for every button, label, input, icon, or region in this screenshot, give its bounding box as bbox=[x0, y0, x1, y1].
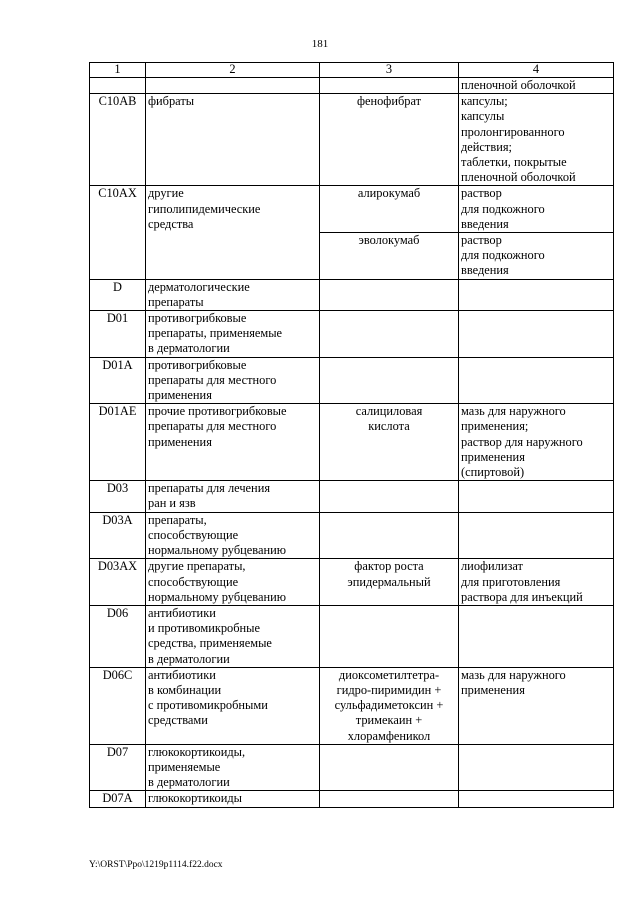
drug-name-cell: эволокумаб bbox=[320, 233, 459, 280]
table-row bbox=[90, 357, 614, 404]
group-name-cell: противогрибковые препараты, применяемые в дерматологии bbox=[146, 311, 320, 358]
table-row bbox=[90, 94, 614, 186]
drug-name-cell: алирокумаб bbox=[320, 186, 459, 233]
dosage-form-cell: пленочной оболочкой bbox=[459, 78, 614, 94]
atc-code-cell: D01A bbox=[90, 357, 146, 404]
dosage-form-cell: мазь для наружного применения; раствор для наружного применения (спиртовой) bbox=[459, 404, 614, 481]
table-row bbox=[90, 404, 614, 481]
group-name-cell: антибиотики и противомикробные средства, применяемые в дерматологии bbox=[146, 605, 320, 667]
drug-name-cell bbox=[320, 357, 459, 404]
group-name-cell: антибиотики в комбинации с противомикробными средствами bbox=[146, 667, 320, 744]
drug-name-cell bbox=[320, 744, 459, 791]
drug-name-cell bbox=[320, 512, 459, 559]
table-header-row bbox=[90, 63, 614, 78]
atc-code-cell: D07A bbox=[90, 791, 146, 807]
atc-code-cell: D03 bbox=[90, 481, 146, 512]
group-name-cell: препараты для лечения ран и язв bbox=[146, 481, 320, 512]
dosage-form-cell bbox=[459, 311, 614, 358]
atc-code-cell: D06 bbox=[90, 605, 146, 667]
group-name-cell: препараты, способствующие нормальному рубцеванию bbox=[146, 512, 320, 559]
atc-code-cell: D03A bbox=[90, 512, 146, 559]
dosage-form-cell bbox=[459, 357, 614, 404]
column-header-2: 2 bbox=[146, 63, 320, 78]
table-row bbox=[90, 559, 614, 606]
group-name-cell: глюкокортикоиды, применяемые в дерматологии bbox=[146, 744, 320, 791]
table-body bbox=[90, 78, 614, 808]
group-name-cell: прочие противогрибковые препараты для местного применения bbox=[146, 404, 320, 481]
drug-name-cell bbox=[320, 279, 459, 310]
atc-code-cell: C10AX bbox=[90, 186, 146, 279]
table-row bbox=[90, 186, 614, 233]
dosage-form-cell: мазь для наружного применения bbox=[459, 667, 614, 744]
drug-name-cell bbox=[320, 605, 459, 667]
dosage-form-cell bbox=[459, 279, 614, 310]
drug-name-cell bbox=[320, 78, 459, 94]
table-row bbox=[90, 311, 614, 358]
table-row bbox=[90, 605, 614, 667]
atc-code-cell: D01AE bbox=[90, 404, 146, 481]
group-name-cell: фибраты bbox=[146, 94, 320, 186]
column-header-3: 3 bbox=[320, 63, 459, 78]
drug-name-cell: диоксометилтетра- гидро-пиримидин + сульфадиметоксин + тримекаин + хлорамфеникол bbox=[320, 667, 459, 744]
dosage-form-cell: раствор для подкожного введения bbox=[459, 233, 614, 280]
drug-name-cell: фенофибрат bbox=[320, 94, 459, 186]
atc-code-cell: D03AX bbox=[90, 559, 146, 606]
atc-code-cell: D bbox=[90, 279, 146, 310]
drug-name-cell bbox=[320, 481, 459, 512]
dosage-form-cell bbox=[459, 605, 614, 667]
drug-classification-table bbox=[89, 62, 614, 808]
table-row bbox=[90, 481, 614, 512]
drug-name-cell bbox=[320, 311, 459, 358]
table-row bbox=[90, 744, 614, 791]
page-number: 181 bbox=[311, 38, 329, 50]
group-name-cell: другие гиполипидемические средства bbox=[146, 186, 320, 279]
atc-code-cell: C10AB bbox=[90, 94, 146, 186]
drug-name-cell bbox=[320, 791, 459, 807]
drug-name-cell: салициловая кислота bbox=[320, 404, 459, 481]
column-header-1: 1 bbox=[90, 63, 146, 78]
table-row bbox=[90, 667, 614, 744]
dosage-form-cell bbox=[459, 744, 614, 791]
dosage-form-cell: лиофилизат для приготовления раствора для инъекций bbox=[459, 559, 614, 606]
atc-code-cell bbox=[90, 78, 146, 94]
table-row bbox=[90, 279, 614, 310]
table-row bbox=[90, 512, 614, 559]
dosage-form-cell bbox=[459, 791, 614, 807]
group-name-cell: другие препараты, способствующие нормальному рубцеванию bbox=[146, 559, 320, 606]
group-name-cell: дерматологические препараты bbox=[146, 279, 320, 310]
dosage-form-cell: капсулы; капсулы пролонгированного действия; таблетки, покрытые пленочной оболочкой bbox=[459, 94, 614, 186]
footer-file-path: Y:\ORST\Ppo\1219p1114.f22.docx bbox=[89, 860, 223, 870]
table-row bbox=[90, 791, 614, 807]
dosage-form-cell bbox=[459, 512, 614, 559]
group-name-cell: глюкокортикоиды bbox=[146, 791, 320, 807]
atc-code-cell: D01 bbox=[90, 311, 146, 358]
table-row bbox=[90, 78, 614, 94]
drug-name-cell: фактор роста эпидермальный bbox=[320, 559, 459, 606]
atc-code-cell: D07 bbox=[90, 744, 146, 791]
atc-code-cell: D06C bbox=[90, 667, 146, 744]
dosage-form-cell: раствор для подкожного введения bbox=[459, 186, 614, 233]
column-header-4: 4 bbox=[459, 63, 614, 78]
group-name-cell bbox=[146, 78, 320, 94]
dosage-form-cell bbox=[459, 481, 614, 512]
group-name-cell: противогрибковые препараты для местного применения bbox=[146, 357, 320, 404]
